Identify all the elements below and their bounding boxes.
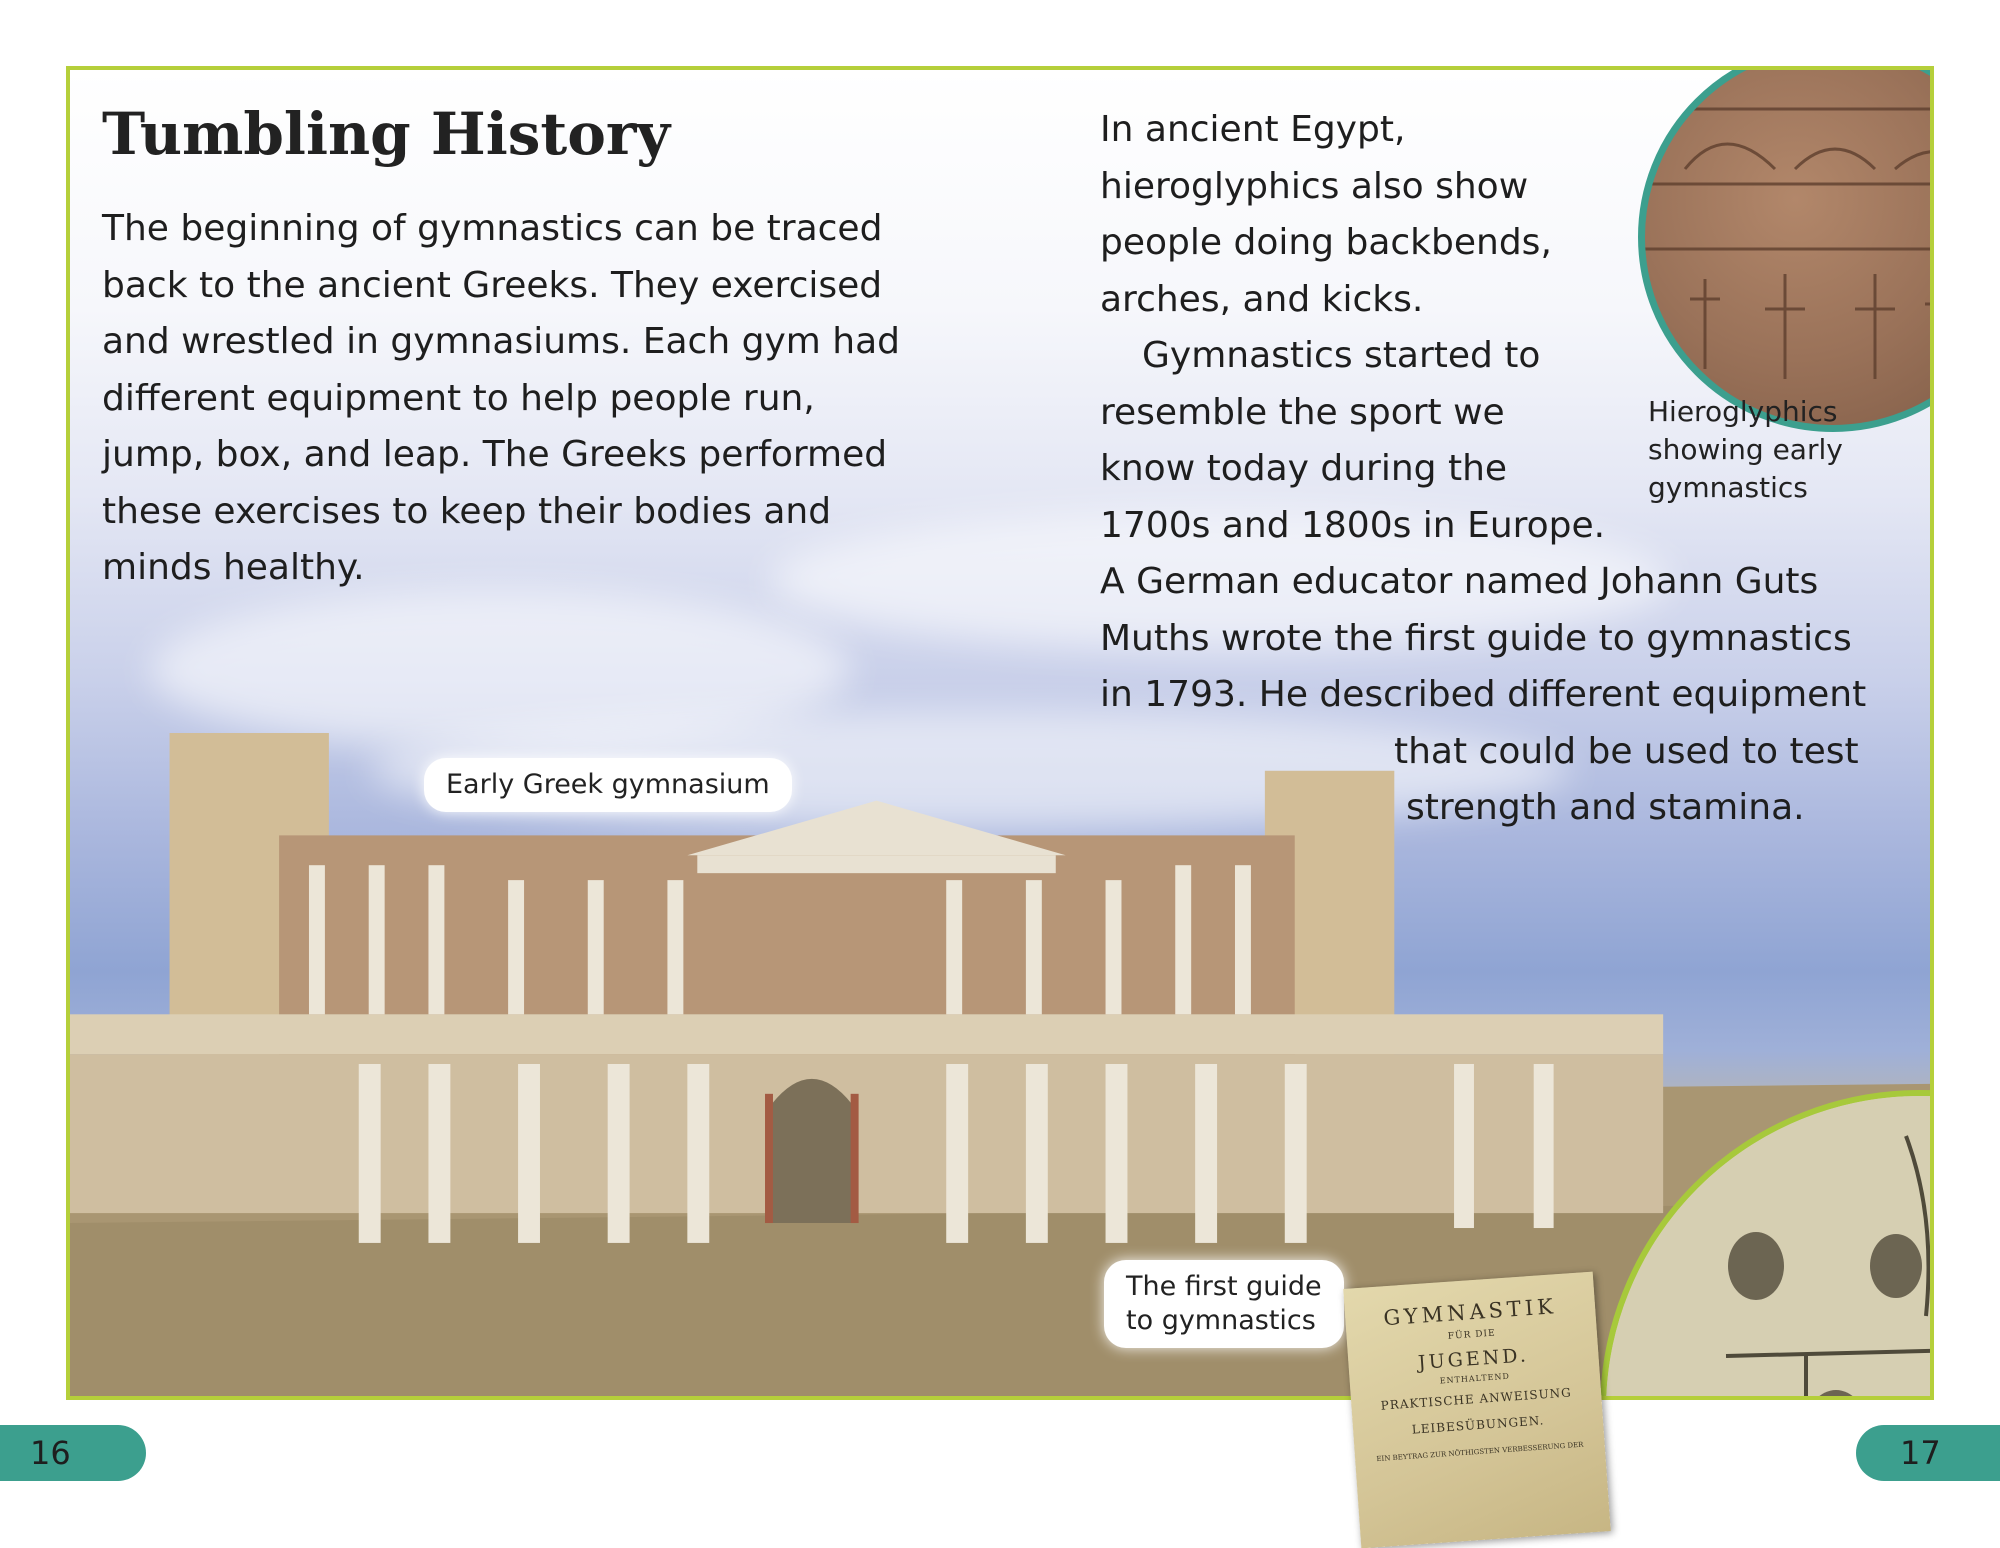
caption-line: gymnastics	[1648, 471, 1808, 504]
page-number-left: 16	[0, 1425, 146, 1481]
page-title: Tumbling History	[102, 100, 671, 168]
page-number-right: 17	[1856, 1425, 2000, 1481]
book-title-line: LEIBESÜBUNGEN.	[1411, 1413, 1545, 1437]
hieroglyphics-caption	[1648, 393, 1843, 507]
text-line: resemble the sport we	[1100, 391, 1505, 433]
text-line: and wrestled in gymnasiums. Each gym had	[102, 321, 900, 362]
text-line: strength and stamina.	[1406, 787, 1805, 828]
text-line: In ancient Egypt,	[1100, 109, 1406, 150]
text-line: that could be used to test	[1394, 730, 1859, 772]
text-line: different equipment to help people run,	[102, 377, 815, 419]
text-line: arches, and kicks.	[1100, 278, 1424, 320]
text-line: jump, box, and leap. The Greeks performed	[102, 434, 888, 475]
text-line: back to the ancient Greeks. They exercised	[102, 264, 883, 306]
caption-line: showing early	[1648, 433, 1843, 466]
caption-line: to gymnastics	[1126, 1305, 1316, 1336]
book-title-line: PRAKTISCHE ANWEISUNG	[1380, 1385, 1573, 1413]
text-line: in 1793. He described different equipment	[1100, 674, 1867, 715]
book-title-line: JUGEND.	[1417, 1344, 1530, 1374]
text-line: hieroglyphics also show	[1100, 165, 1529, 207]
book-title-line: ENTHALTEND	[1439, 1371, 1511, 1386]
caption-line: The first guide	[1126, 1271, 1322, 1302]
text-line: The beginning of gymnastics can be traced	[102, 208, 883, 249]
book-title-line: FÜR DIE	[1447, 1328, 1496, 1342]
intro-paragraph	[102, 201, 932, 597]
text-line: these exercises to keep their bodies and	[102, 490, 832, 532]
book-title-line: EIN BEYTRAG ZUR NÖTHIGSTEN VERBESSERUNG DER	[1376, 1440, 1584, 1464]
text-line: people doing backbends,	[1100, 222, 1552, 263]
gymnasium-caption: Early Greek gymnasium	[424, 758, 792, 812]
text-line: know today during the	[1100, 448, 1508, 489]
caption-line: Hieroglyphics	[1648, 395, 1838, 428]
guide-caption	[1104, 1260, 1344, 1348]
text-line: Gymnastics started to	[1142, 335, 1541, 376]
text-line: 1700s and 1800s in Europe.	[1100, 504, 1606, 546]
text-line: Muths wrote the first guide to gymnastics	[1100, 617, 1852, 659]
gymnastik-book-cover	[1343, 1272, 1611, 1548]
egypt-paragraph	[1100, 102, 1870, 328]
text-line: minds healthy.	[102, 547, 365, 588]
text-line: A German educator named Johann Guts	[1100, 561, 1819, 602]
book-title-line: GYMNASTIK	[1382, 1294, 1558, 1331]
